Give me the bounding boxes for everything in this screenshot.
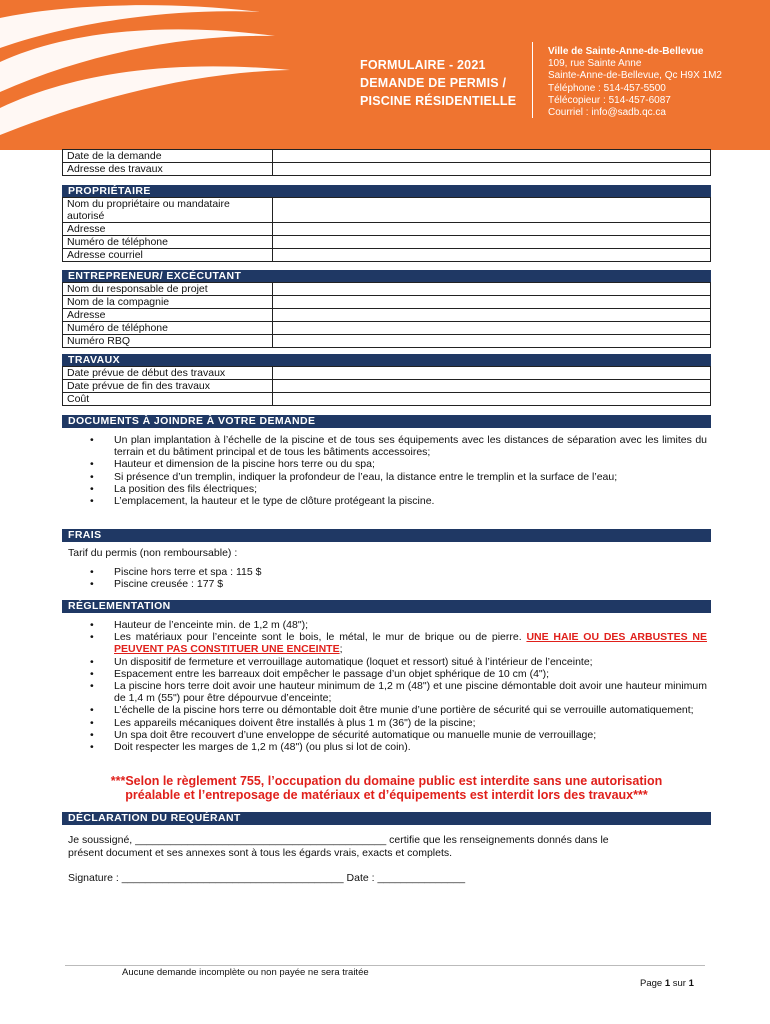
- form-title: [360, 56, 530, 110]
- list-item: • Espacement entre les barreaux doit empêcher le passage d’un objet sphérique de 10 cm (4");: [62, 668, 707, 680]
- brand-wave-logo: [0, 0, 340, 150]
- field-label: Date prévue de début des travaux: [63, 367, 273, 380]
- notice-line: préalable et l’entreposage de matériaux et d’équipements est interdit lors des travaux***: [125, 788, 648, 802]
- form-title-line: FORMULAIRE - 2021: [360, 58, 486, 72]
- fee-intro: Tarif du permis (non remboursable) :: [68, 547, 238, 559]
- list-item: • Un spa doit être recouvert d’une enveloppe de sécurité automatique ou manuelle munie de verrouillage;: [62, 729, 707, 741]
- field-input[interactable]: [273, 309, 711, 322]
- section-heading-entrepreneur: ENTREPRENEUR/ EXCÉCUTANT: [62, 270, 711, 282]
- list-item: • L’emplacement, la hauteur et le type de clôture protégeant la piscine.: [62, 495, 707, 507]
- list-item: • Hauteur et dimension de la piscine hors terre ou du spa;: [62, 458, 707, 470]
- field-label: Nom du propriétaire ou mandataire autorisé: [63, 198, 273, 223]
- table-row: [63, 163, 711, 176]
- list-item: • Piscine creusée : 177 $: [62, 578, 707, 590]
- table-row: [63, 309, 711, 322]
- public-domain-notice: [62, 774, 711, 802]
- field-input[interactable]: [273, 283, 711, 296]
- section-heading-reglementation: RÉGLEMENTATION: [62, 600, 711, 613]
- field-input[interactable]: [273, 150, 711, 163]
- field-label: Nom du responsable de projet: [63, 283, 273, 296]
- field-input[interactable]: [273, 198, 711, 223]
- field-label: Adresse courriel: [63, 249, 273, 262]
- field-label: Coût: [63, 393, 273, 406]
- table-row: [63, 380, 711, 393]
- table-row: [63, 283, 711, 296]
- table-row: [63, 223, 711, 236]
- field-label: Numéro RBQ: [63, 335, 273, 348]
- contractor-table: [62, 282, 711, 348]
- section-heading-travaux: TRAVAUX: [62, 354, 711, 366]
- footer-divider: [65, 965, 705, 966]
- list-item: • Piscine hors terre et spa : 115 $: [62, 566, 707, 578]
- list-item: • Les appareils mécaniques doivent être installés à plus 1 m (36") de la piscine;: [62, 717, 707, 729]
- form-title-line: PISCINE RÉSIDENTIELLE: [360, 94, 517, 108]
- page-total: 1: [688, 978, 694, 989]
- contact-block: [548, 46, 722, 119]
- list-item: • La position des fils électriques;: [62, 483, 707, 495]
- contact-email[interactable]: Courriel : info@sadb.qc.ca: [548, 107, 666, 119]
- field-input[interactable]: [273, 236, 711, 249]
- city-name: Ville de Sainte-Anne-de-Bellevue: [548, 46, 704, 57]
- section-heading-documents: DOCUMENTS À JOINDRE À VOTRE DEMANDE: [62, 415, 711, 428]
- declaration-line: présent document et ses annexes sont à tous les égards vrais, exacts et complets.: [68, 847, 453, 859]
- documents-list: [62, 434, 707, 507]
- field-input[interactable]: [273, 296, 711, 309]
- field-label: Date prévue de fin des travaux: [63, 380, 273, 393]
- header-divider: [532, 42, 533, 118]
- page-current: 1: [664, 978, 671, 989]
- list-item: • Un dispositif de fermeture et verrouillage automatique (loquet et ressort) situé à l’intérieur de l’enceinte;: [62, 656, 707, 668]
- list-item: [62, 631, 707, 655]
- field-input[interactable]: [273, 163, 711, 176]
- regulation-text: Les matériaux pour l’enceinte sont le bois, le métal, le mur de brique ou de pierre.: [114, 631, 527, 644]
- table-row: [63, 335, 711, 348]
- field-label: Adresse: [63, 309, 273, 322]
- works-table: [62, 366, 711, 406]
- signature-line[interactable]: Signature : ______________________________________ Date : _______________: [68, 872, 466, 884]
- table-row: [63, 150, 711, 163]
- regulation-text-end: ;: [339, 643, 343, 656]
- page-prefix: Page: [640, 978, 665, 989]
- page-mid: sur: [670, 978, 689, 989]
- field-label: Date de la demande: [63, 150, 273, 163]
- table-row: [63, 393, 711, 406]
- owner-table: [62, 197, 711, 262]
- contact-fax: Télécopieur : 514-457-6087: [548, 94, 671, 106]
- field-input[interactable]: [273, 322, 711, 335]
- contact-postal: Sainte-Anne-de-Bellevue, Qc H9X 1M2: [548, 70, 722, 82]
- table-row: [63, 236, 711, 249]
- section-heading-declaration: DÉCLARATION DU REQUÉRANT: [62, 812, 711, 825]
- field-label: Nom de la compagnie: [63, 296, 273, 309]
- table-row: [63, 198, 711, 223]
- footer-note: Aucune demande incomplète ou non payée ne sera traitée: [122, 967, 369, 978]
- table-row: [63, 296, 711, 309]
- table-row: [63, 249, 711, 262]
- list-item: • La piscine hors terre doit avoir une hauteur minimum de 1,2 m (48") et une piscine démontable doit avoir une hauteur minimum de 1,4 m (55") pour être dépourvue d’enceinte;: [62, 680, 707, 704]
- field-label: Adresse des travaux: [63, 163, 273, 176]
- list-item: • L’échelle de la piscine hors terre ou démontable doit être munie d’une portière de sécurité qui se verrouille automatiquement;: [62, 704, 707, 716]
- field-input[interactable]: [273, 367, 711, 380]
- list-item: • Si présence d’un tremplin, indiquer la profondeur de l’eau, la distance entre le tremplin et la surface de l’eau;: [62, 471, 707, 483]
- regulations-list: [62, 619, 707, 753]
- section-heading-frais: FRAIS: [62, 529, 711, 542]
- table-row: [63, 367, 711, 380]
- list-item: • Doit respecter les marges de 1,2 m (48") (ou plus si lot de coin).: [62, 741, 707, 753]
- notice-line: ***Selon le règlement 755, l’occupation du domaine public est interdite sans une autorisation: [110, 774, 663, 788]
- contact-address: 109, rue Sainte Anne: [548, 58, 642, 70]
- list-item: • Hauteur de l’enceinte min. de 1,2 m (48");: [62, 619, 707, 631]
- page-number: [640, 978, 694, 989]
- contact-phone: Téléphone : 514-457-5500: [548, 82, 666, 94]
- request-info-table: [62, 149, 711, 176]
- form-title-line: DEMANDE DE PERMIS /: [360, 76, 507, 90]
- list-item: • Un plan implantation à l’échelle de la piscine et de tous ses équipements avec les distances de séparation avec les limites du terrain et du bâtiment principal et de tous les bâtiments accessoires;: [62, 434, 707, 458]
- field-input[interactable]: [273, 223, 711, 236]
- section-heading-proprietaire: PROPRIÉTAIRE: [62, 185, 711, 197]
- field-label: Numéro de téléphone: [63, 236, 273, 249]
- field-label: Adresse: [63, 223, 273, 236]
- field-input[interactable]: [273, 393, 711, 406]
- field-input[interactable]: [273, 249, 711, 262]
- declaration-line: Je soussigné, ___________________________________________ certifie que les renseignements donnés dans le: [68, 834, 609, 846]
- field-label: Numéro de téléphone: [63, 322, 273, 335]
- table-row: [63, 322, 711, 335]
- fees-list: [62, 566, 707, 590]
- field-input[interactable]: [273, 335, 711, 348]
- page-header: [0, 0, 770, 150]
- hedge-warning: UNE HAIE OU DES ARBUSTES NE PEUVENT PAS CONSTITUER UNE ENCEINTE: [114, 631, 707, 656]
- field-input[interactable]: [273, 380, 711, 393]
